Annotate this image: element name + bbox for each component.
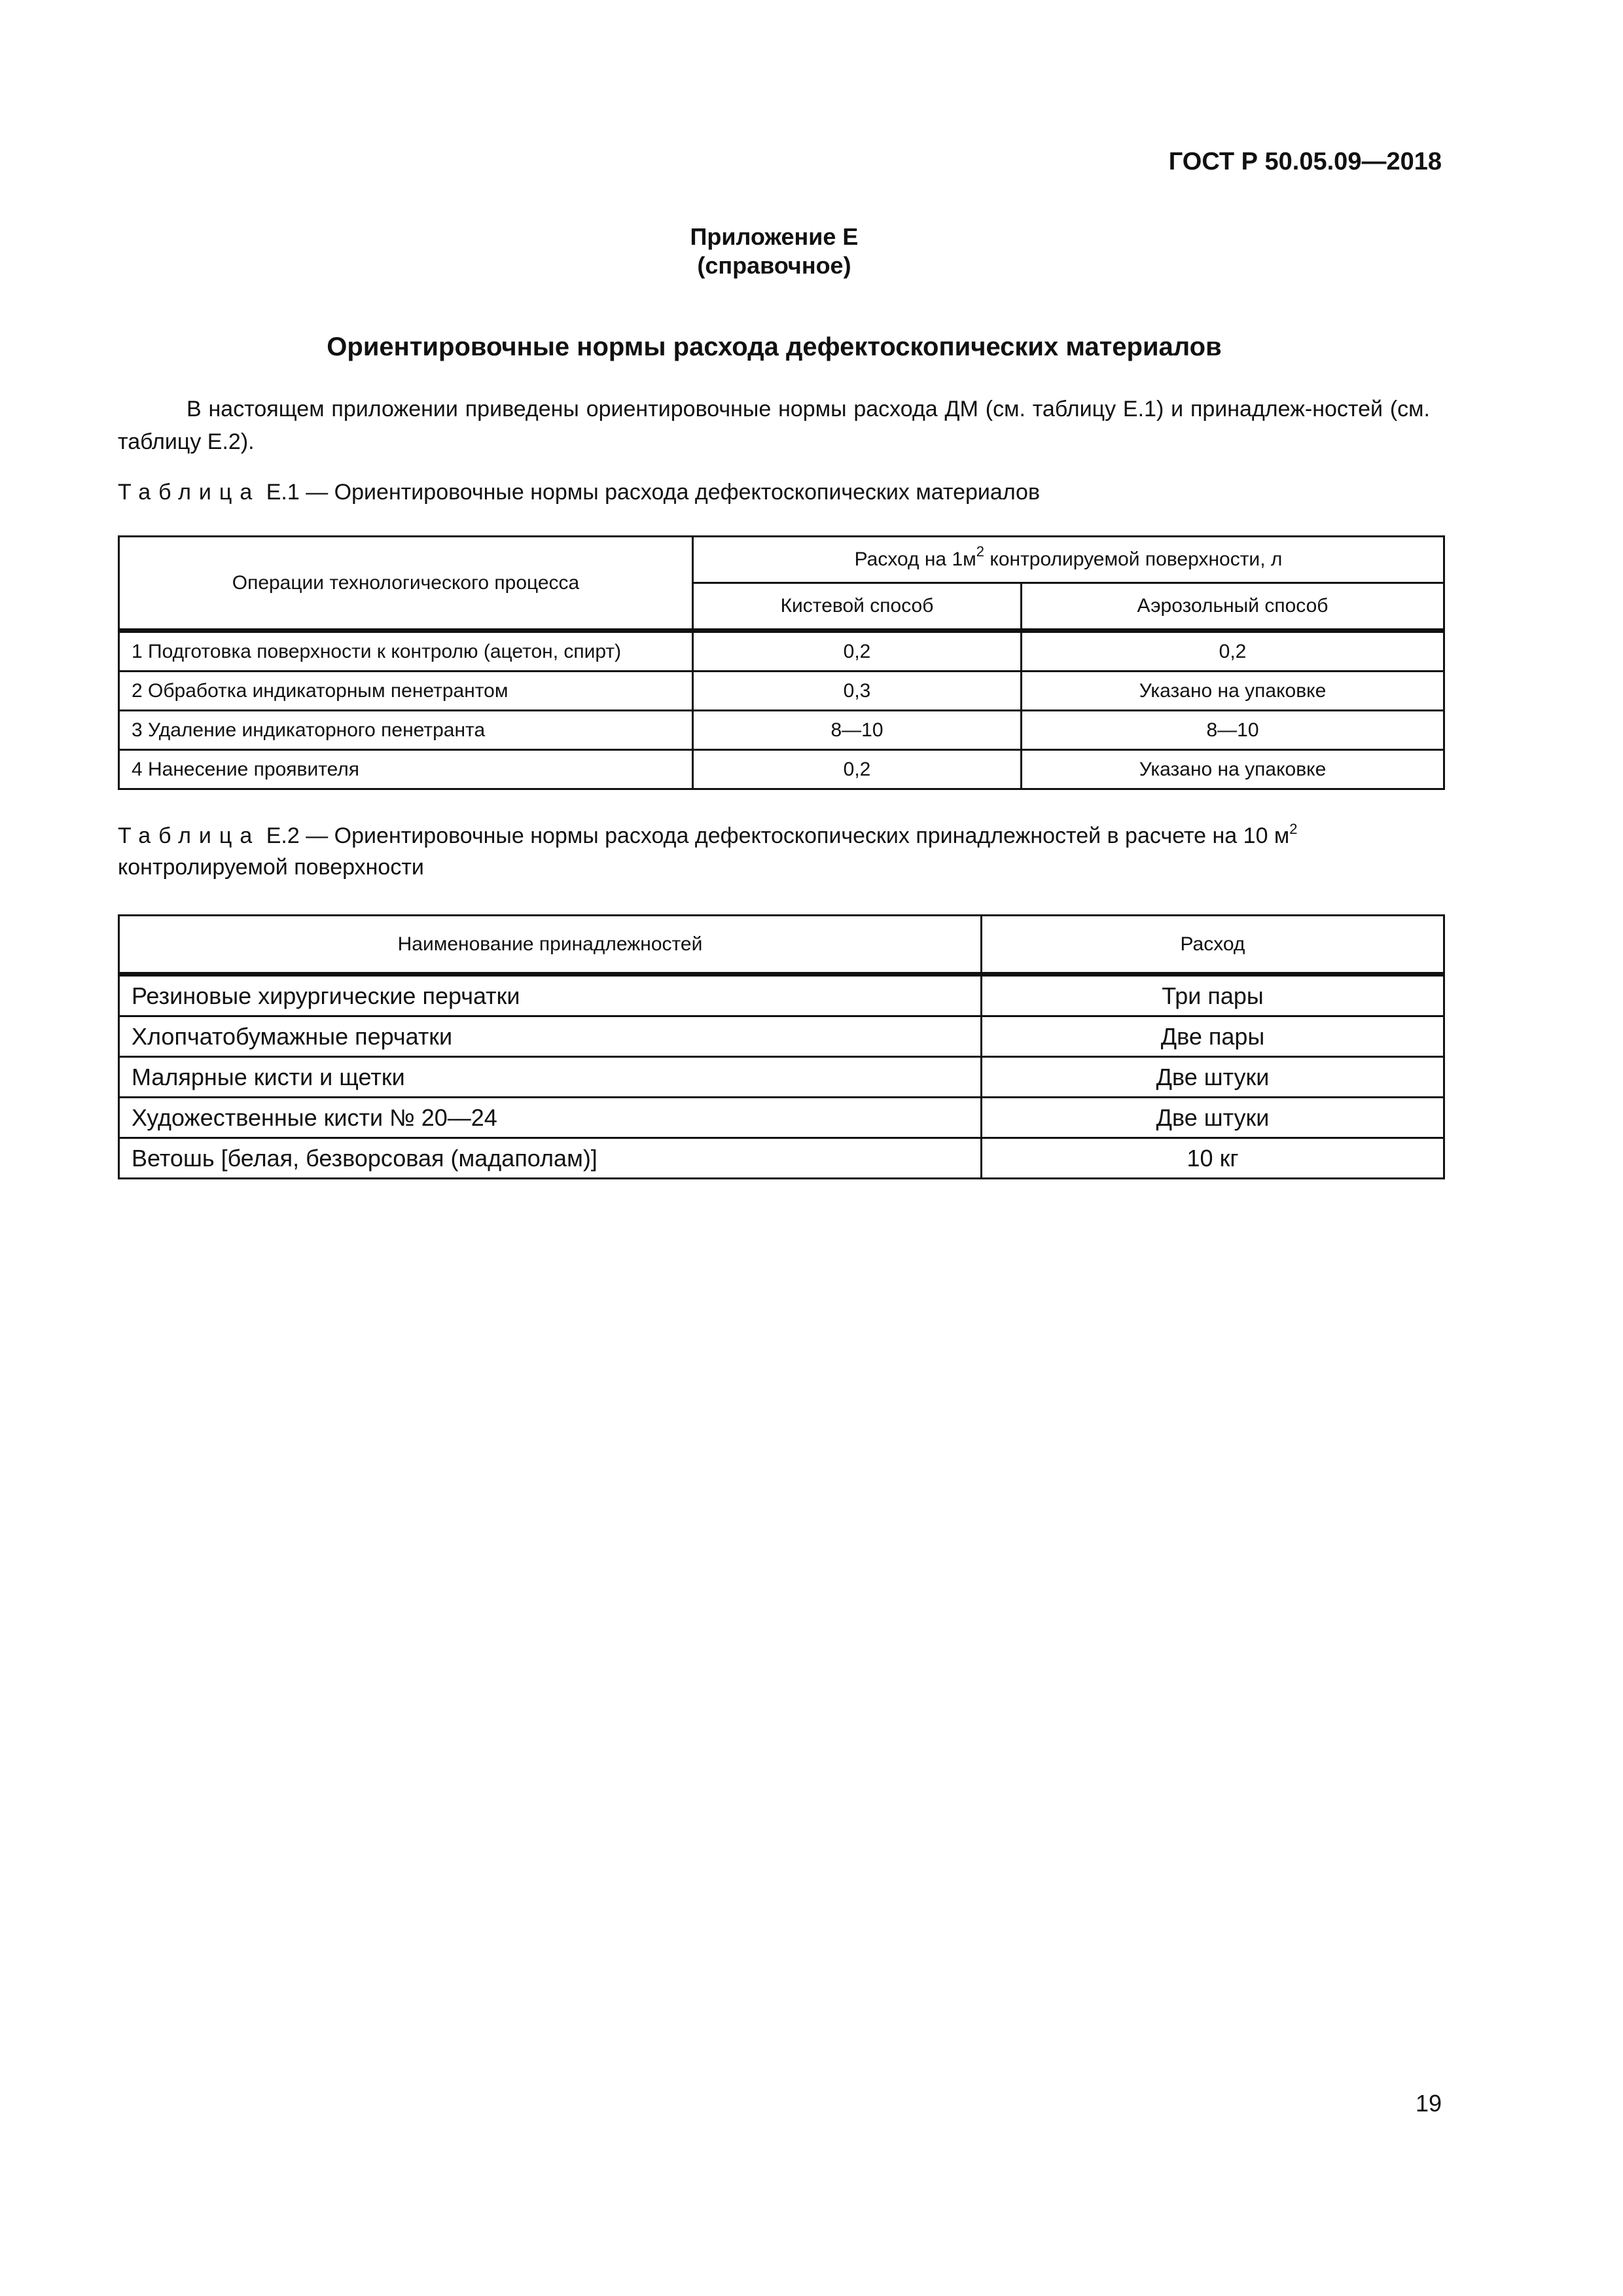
page-number: 19 [1415,2090,1442,2117]
accessory-name-cell: Малярные кисти и щетки [119,1057,982,1098]
accessory-consumption-cell: 10 кг [982,1138,1444,1179]
header-brush: Кистевой способ [693,583,1022,631]
operation-cell: 1 Подготовка поверхности к контролю (ацетон, спирт) [119,631,693,672]
header-consumption-group-sup: 2 [976,543,985,560]
consumption-table-accessories [118,914,1445,1179]
aerosol-cell: 8—10 [1022,711,1444,750]
accessory-name-cell: Художественные кисти № 20—24 [119,1098,982,1138]
brush-cell: 0,2 [693,750,1022,789]
accessory-name-cell: Хлопчатобумажные перчатки [119,1016,982,1057]
accessory-consumption-cell: Две штуки [982,1098,1444,1138]
annex-title: Ориентировочные нормы расхода дефектоскопических материалов [327,332,1222,361]
header-accessory-consumption: Расход [982,916,1444,975]
table-row [119,750,1444,789]
accessory-name-cell: Резиновые хирургические перчатки [119,975,982,1016]
table2-caption [118,820,1433,883]
table1-caption [118,476,1433,508]
table1-caption-label: Таблица [118,480,260,505]
accessory-name-cell: Ветошь [белая, безворсовая (мадаполам)] [119,1138,982,1179]
operation-cell: 3 Удаление индикаторного пенетранта [119,711,693,750]
table2-caption-label: Таблица [118,823,260,848]
accessory-consumption-cell: Две штуки [982,1057,1444,1098]
table-row [119,631,1444,672]
brush-cell: 0,3 [693,672,1022,711]
consumption-table-materials [118,535,1445,790]
table2-caption-sup: 2 [1289,821,1298,837]
annex-heading [0,223,1548,280]
accessory-consumption-cell: Три пары [982,975,1444,1016]
table2-caption-text-pre: Е.2 — Ориентировочные нормы расхода дефектоскопических принадлежностей в расчете на 10 м [260,823,1290,848]
table1-caption-text: Е.1 — Ориентировочные нормы расхода дефектоскопических материалов [260,480,1041,505]
table-row [119,1098,1444,1138]
operation-cell: 4 Нанесение проявителя [119,750,693,789]
accessory-consumption-cell: Две пары [982,1016,1444,1057]
header-aerosol: Аэрозольный способ [1022,583,1444,631]
brush-cell: 0,2 [693,631,1022,672]
header-consumption-group-post: контролируемой поверхности, л [984,548,1283,570]
table-row [119,711,1444,750]
header-operations: Операции технологического процесса [119,537,693,631]
annex-status: (справочное) [697,252,851,279]
table2-caption-text-post: контролируемой поверхности [118,855,424,880]
document-code: ГОСТ Р 50.05.09—2018 [1168,148,1442,175]
table-row [119,1138,1444,1179]
annex-label: Приложение Е [690,223,859,250]
aerosol-cell: Указано на упаковке [1022,672,1444,711]
operation-cell: 2 Обработка индикаторным пенетрантом [119,672,693,711]
brush-cell: 8—10 [693,711,1022,750]
intro-paragraph: В настоящем приложении приведены ориентировочные нормы расхода ДМ (см. таблицу Е.1) и принадлеж-ностей (см. таблицу Е.2). [118,397,1430,454]
header-consumption-group [693,537,1444,583]
aerosol-cell: Указано на упаковке [1022,750,1444,789]
table-row [119,1057,1444,1098]
header-accessory-name: Наименование принадлежностей [119,916,982,975]
aerosol-cell: 0,2 [1022,631,1444,672]
table-row [119,672,1444,711]
table-row [119,975,1444,1016]
table-row [119,1016,1444,1057]
header-consumption-group-pre: Расход на 1м [854,548,976,570]
